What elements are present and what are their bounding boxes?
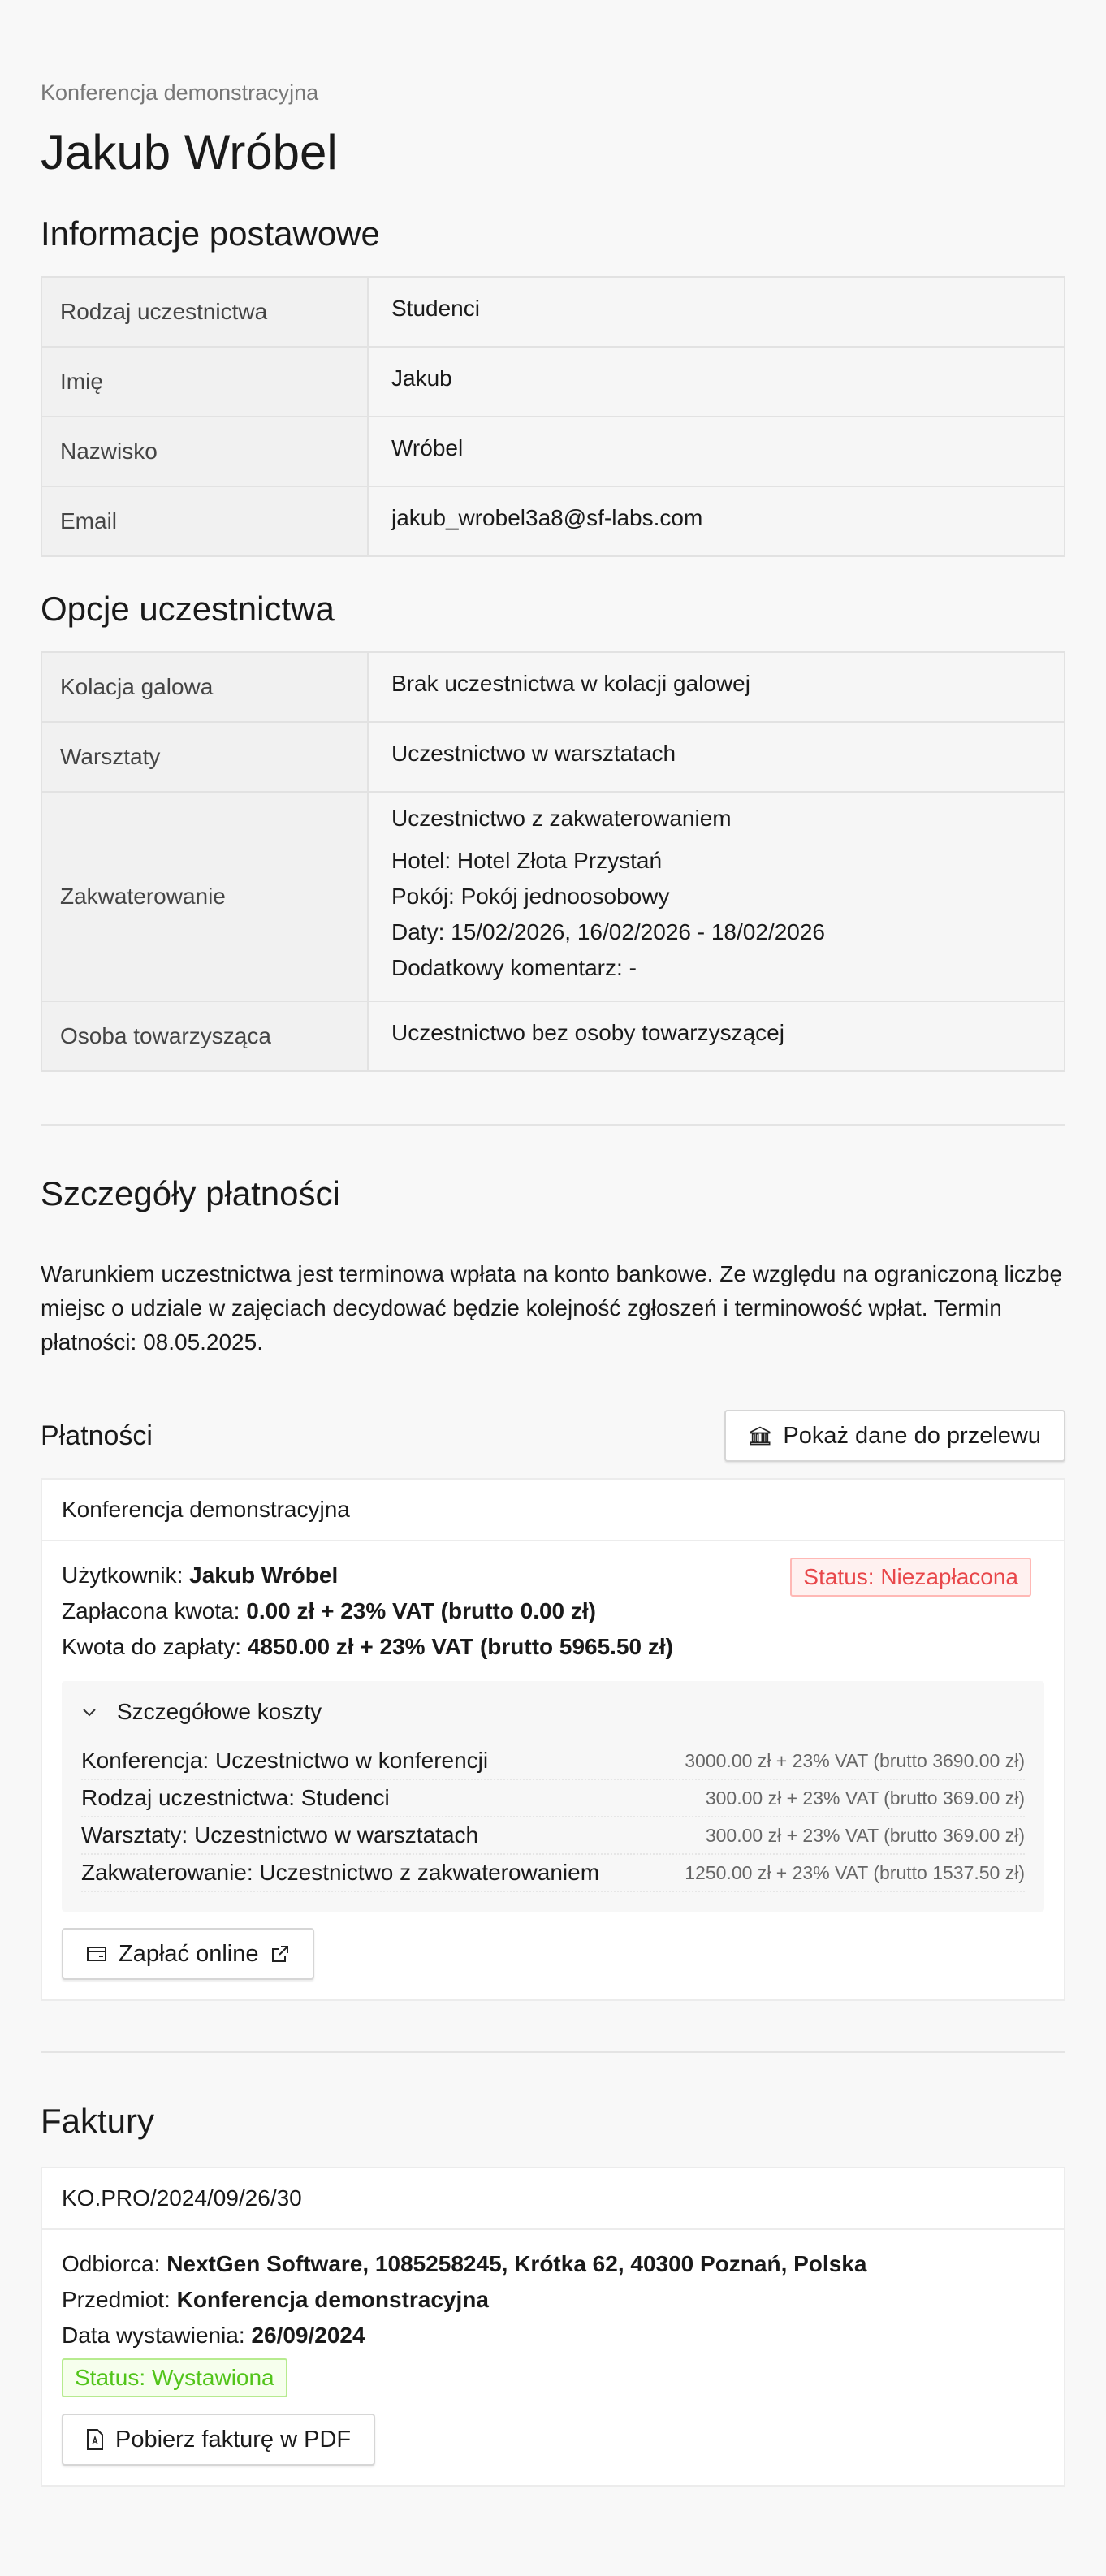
invoice-details (62, 2246, 1044, 2353)
user-value: Jakub Wróbel (189, 1562, 339, 1588)
cost-price: 3000.00 zł + 23% VAT (brutto 3690.00 zł) (685, 1750, 1025, 1771)
cost-name: Warsztaty: Uczestnictwo w warsztatach (81, 1822, 479, 1848)
button-label: Pobierz fakturę w PDF (115, 2426, 352, 2453)
date-label: Data wystawienia: (62, 2323, 245, 2348)
row-value: Brak uczestnictwa w kolacji galowej (368, 652, 1065, 722)
recipient-value: NextGen Software, 1085258245, Krótka 62, 40300 Poznań, Polska (166, 2251, 867, 2276)
cost-details-label: Szczegółowe koszty (117, 1699, 322, 1724)
table-row (41, 652, 1065, 722)
row-label: Rodzaj uczestnictwa (41, 277, 368, 347)
basic-info-heading: Informacje postawowe (41, 214, 380, 253)
invoices-heading: Faktury (41, 2102, 155, 2140)
hotel-line: Hotel: Hotel Złota Przystań (391, 848, 663, 873)
divider (41, 1124, 1065, 1126)
button-label: Pokaż dane do przelewu (783, 1422, 1041, 1449)
row-label: Warsztaty (41, 722, 368, 792)
payment-summary (62, 1558, 673, 1665)
payments-subheading: Płatności (41, 1420, 153, 1451)
row-value: Uczestnictwo w warsztatach (368, 722, 1065, 792)
table-row (41, 486, 1065, 556)
cost-price: 300.00 zł + 23% VAT (brutto 369.00 zł) (705, 1825, 1025, 1846)
payment-info: Warunkiem uczestnictwa jest terminowa wpłata na konto bankowe. Ze względu na ograniczoną liczbę miejsc o udziale w zajęciach decydować będzie kolejność zgłoszeń i terminowość wpłat. Termin płatności: 08.05.2025. (41, 1261, 1063, 1355)
row-label: Email (41, 486, 368, 556)
cost-list (81, 1743, 1025, 1892)
row-value: Studenci (368, 277, 1065, 347)
date-value: 26/09/2024 (251, 2323, 365, 2348)
row-value: jakub_wrobel3a8@sf-labs.com (368, 486, 1065, 556)
due-label: Kwota do zapłaty: (62, 1634, 242, 1659)
row-value: Wróbel (368, 417, 1065, 486)
recipient-label: Odbiorca: (62, 2251, 161, 2276)
cost-name: Konferencja: Uczestnictwo w konferencji (81, 1748, 489, 1773)
bank-icon (749, 1424, 771, 1447)
page-title: Jakub Wróbel (41, 125, 338, 179)
download-pdf-button[interactable] (62, 2414, 375, 2466)
options-heading: Opcje uczestnictwa (41, 590, 335, 628)
payment-card-body (42, 1541, 1064, 1999)
invoice-number: KO.PRO/2024/09/26/30 (42, 2168, 1064, 2230)
payment-card (41, 1478, 1065, 2001)
options-table (41, 651, 1065, 1072)
payment-heading: Szczegóły płatności (41, 1174, 340, 1212)
status-badge: Status: Niezapłacona (790, 1558, 1031, 1597)
cost-price: 1250.00 zł + 23% VAT (brutto 1537.50 zł) (685, 1862, 1025, 1883)
cost-details-toggle[interactable] (81, 1681, 1025, 1743)
external-link-icon (270, 1944, 290, 1964)
pay-online-button[interactable] (62, 1928, 314, 1980)
breadcrumb[interactable]: Konferencja demonstracyjna (41, 80, 319, 105)
invoice-card (41, 2167, 1065, 2487)
divider (41, 2051, 1065, 2053)
show-transfer-data-button[interactable] (724, 1410, 1065, 1462)
basic-info-table (41, 276, 1065, 557)
user-label: Użytkownik: (62, 1562, 184, 1588)
row-label: Imię (41, 347, 368, 417)
payment-card-title: Konferencja demonstracyjna (42, 1480, 1064, 1541)
table-row (41, 347, 1065, 417)
page (41, 0, 1065, 2552)
cost-name: Zakwaterowanie: Uczestnictwo z zakwaterowaniem (81, 1860, 600, 1885)
table-row (41, 792, 1065, 1001)
row-value: Uczestnictwo bez osoby towarzyszącej (368, 1001, 1065, 1071)
row-label: Kolacja galowa (41, 652, 368, 722)
row-label: Nazwisko (41, 417, 368, 486)
cost-row (81, 1743, 1025, 1780)
cost-row (81, 1817, 1025, 1855)
subject-label: Przedmiot: (62, 2287, 171, 2312)
button-label: Zapłać online (119, 1940, 259, 1967)
row-value (368, 792, 1065, 1001)
cost-details (62, 1681, 1044, 1912)
row-value: Jakub (368, 347, 1065, 417)
cost-price: 300.00 zł + 23% VAT (brutto 369.00 zł) (705, 1787, 1025, 1809)
payments-header (41, 1410, 1065, 1462)
cost-row (81, 1780, 1025, 1817)
dates-line: Daty: 15/02/2026, 16/02/2026 - 18/02/2026 (391, 919, 825, 944)
table-row (41, 417, 1065, 486)
invoice-status-badge: Status: Wystawiona (62, 2358, 287, 2397)
row-label: Zakwaterowanie (41, 792, 368, 1001)
credit-card-icon (86, 1944, 107, 1964)
room-line: Pokój: Pokój jednoosobowy (391, 884, 670, 909)
table-row (41, 277, 1065, 347)
comment-line: Dodatkowy komentarz: - (391, 955, 637, 980)
pdf-file-icon (86, 2428, 104, 2451)
subject-value: Konferencja demonstracyjna (176, 2287, 489, 2312)
cost-name: Rodzaj uczestnictwa: Studenci (81, 1785, 390, 1810)
due-value: 4850.00 zł + 23% VAT (brutto 5965.50 zł) (247, 1634, 673, 1659)
payment-summary-row (62, 1558, 1044, 1665)
paid-label: Zapłacona kwota: (62, 1598, 240, 1623)
row-label: Osoba towarzysząca (41, 1001, 368, 1071)
table-row (41, 722, 1065, 792)
cost-row (81, 1855, 1025, 1892)
table-row (41, 1001, 1065, 1071)
chevron-down-icon (81, 1704, 97, 1720)
paid-value: 0.00 zł + 23% VAT (brutto 0.00 zł) (246, 1598, 596, 1623)
accommodation-value: Uczestnictwo z zakwaterowaniem (391, 806, 732, 831)
invoice-body (42, 2230, 1064, 2485)
